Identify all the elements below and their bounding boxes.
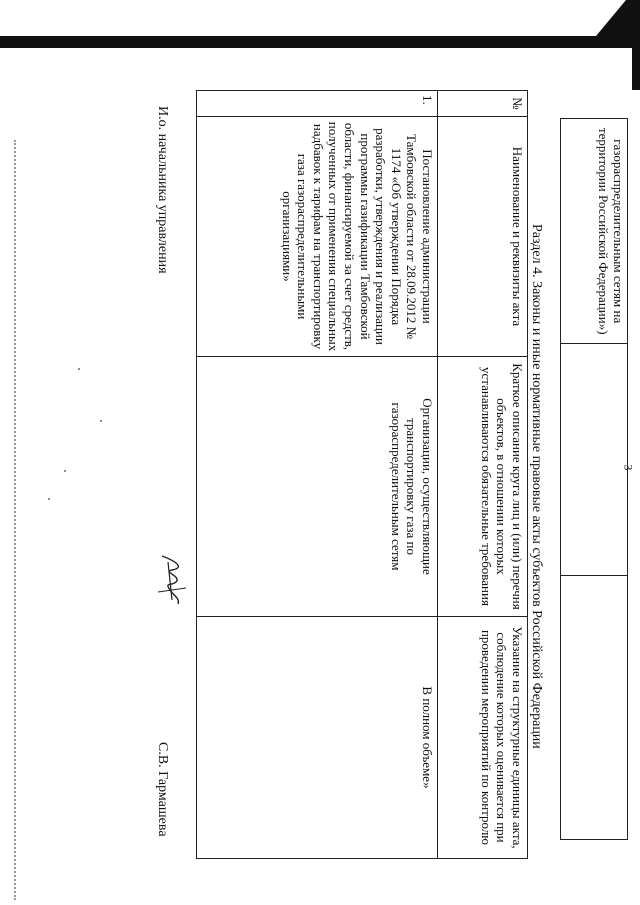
scan-edge-dotted-line <box>12 140 16 900</box>
scan-speck <box>64 470 66 472</box>
row-name: Постановление администрации Тамбовской области от 28.09.2012 № 1174 «Об утверждении Порядка разработки, утверждения и реализации программы газификации Тамбовской области, финансируемой за счет средств, полученных от применения специальных надбавок к тарифам на транспортировку газа газораспределительными организациями» <box>197 117 438 357</box>
header-row <box>438 91 528 859</box>
scan-speck <box>48 498 50 500</box>
header-structure: Указание на структурные единицы акта, соблюдение которых оценивается при проведении мероприятий по контролю <box>438 617 528 859</box>
section-title: Раздел 4. Законы и иные нормативные правовые акты субъектов Российской Федерации <box>529 224 544 749</box>
handwritten-signature <box>152 552 192 612</box>
page-number: 3 <box>621 464 636 471</box>
row-brief: Организации, осуществляющие транспортировку газа по газораспределительным сетям <box>197 357 438 617</box>
table-row <box>197 91 438 859</box>
header-number: № <box>438 91 528 117</box>
table-row <box>561 119 628 840</box>
scan-speck <box>100 420 102 422</box>
header-name: Наименование и реквизиты акта <box>438 117 528 357</box>
continued-table <box>560 118 628 840</box>
signatory-position: И.о. начальника управления <box>155 106 170 274</box>
acts-table <box>196 90 528 859</box>
row-number: 1. <box>197 91 438 117</box>
signatory-name: С.В. Гармашева <box>155 742 170 837</box>
continued-cell-1: газораспределительным сетям на территории Российской Федерации») <box>561 119 628 344</box>
scan-speck <box>78 368 80 370</box>
row-structure: В полном объеме» <box>197 617 438 859</box>
continued-cell-2 <box>561 344 628 575</box>
continued-cell-3 <box>561 575 628 839</box>
header-brief: Краткое описание круга лиц и (или) перечня объектов, в отношении которых устанавливаются обязательные требования <box>438 357 528 617</box>
